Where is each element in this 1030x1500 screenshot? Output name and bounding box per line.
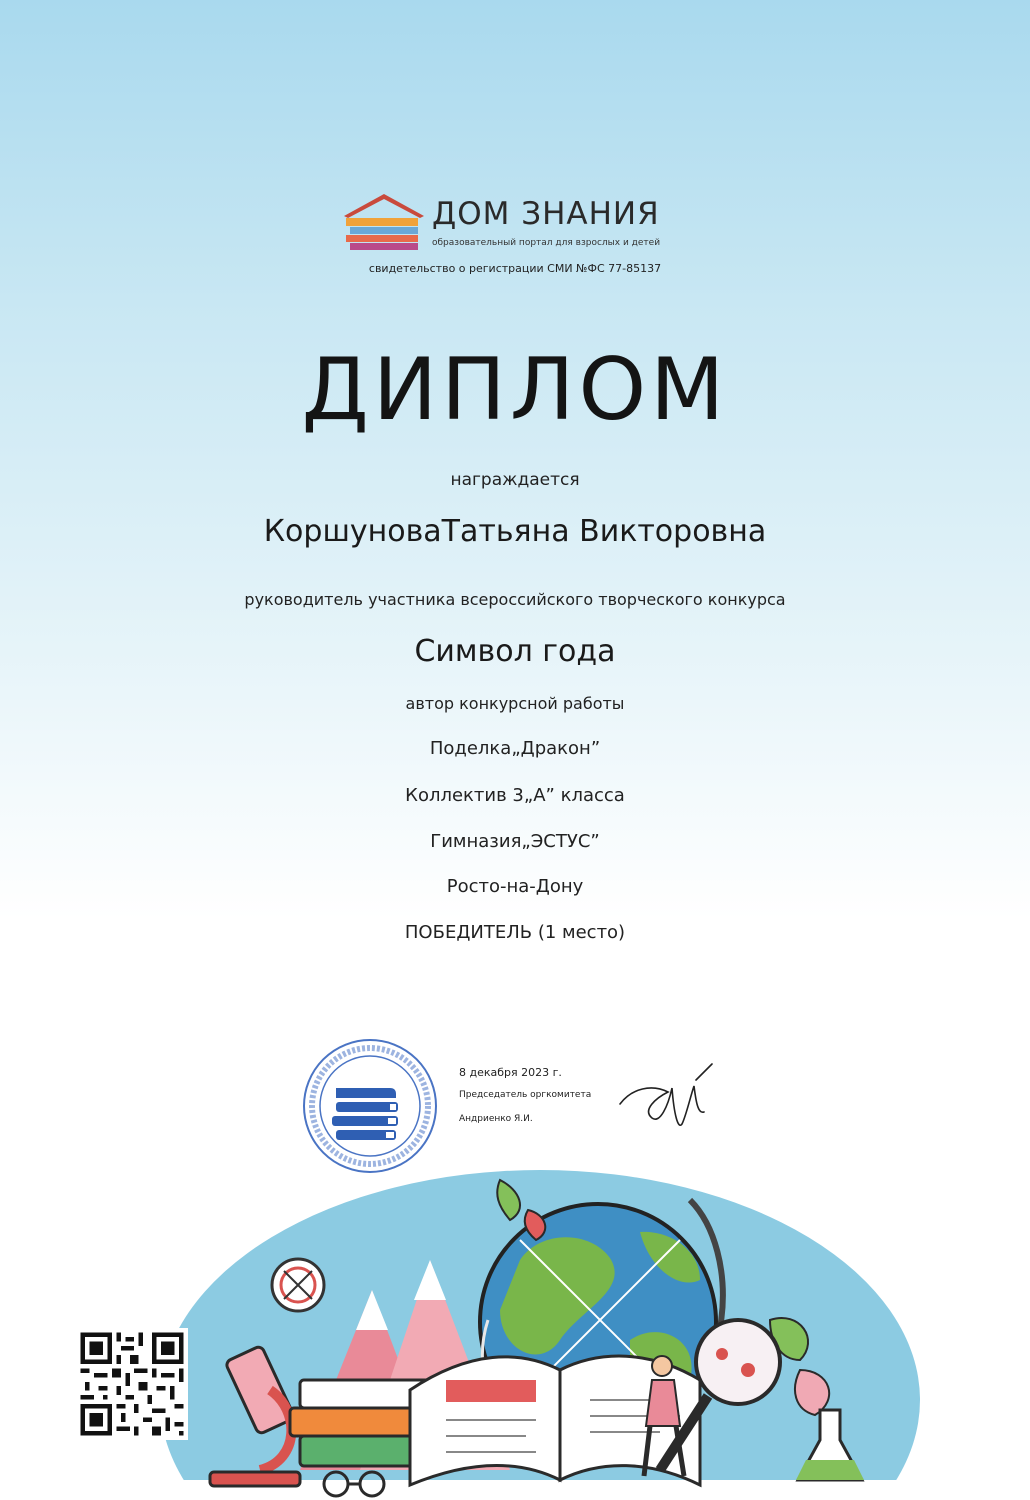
contest-name: Символ года xyxy=(414,634,616,669)
recipient-role: руководитель участника всероссийского творческого конкурса xyxy=(244,590,786,609)
qr-code-icon xyxy=(76,1328,188,1440)
awarded-label: награждается xyxy=(450,470,580,490)
chair-name: Андриенко Я.И. xyxy=(459,1114,533,1124)
brand-name: ДОМ ЗНАНИЯ xyxy=(432,196,660,232)
author-label: автор конкурсной работы xyxy=(405,694,625,713)
work-title: Поделка„Дракон” xyxy=(429,738,601,759)
registration-line: свидетельство о регистрации СМИ №ФС 77-85137 xyxy=(368,262,662,275)
brand-tagline: образовательный портал для взрослых и детей xyxy=(432,238,661,248)
result-label: ПОБЕДИТЕЛЬ (1 место) xyxy=(404,922,626,943)
signature-icon xyxy=(612,1058,722,1138)
compass-icon xyxy=(272,1259,324,1311)
chair-label: Председатель оргкомитета xyxy=(459,1090,592,1100)
issue-date: 8 декабря 2023 г. xyxy=(459,1066,562,1079)
city-name: Росто-на-Дону xyxy=(446,876,584,897)
school-name: Гимназия„ЭСТУС” xyxy=(430,831,600,852)
team-name: Коллектив 3„А” класса xyxy=(405,785,625,806)
education-illustration xyxy=(0,1140,1030,1500)
recipient-name: КоршуноваТатьяна Викторовна xyxy=(263,514,767,549)
diploma-title: ДИПЛОМ xyxy=(301,340,729,440)
